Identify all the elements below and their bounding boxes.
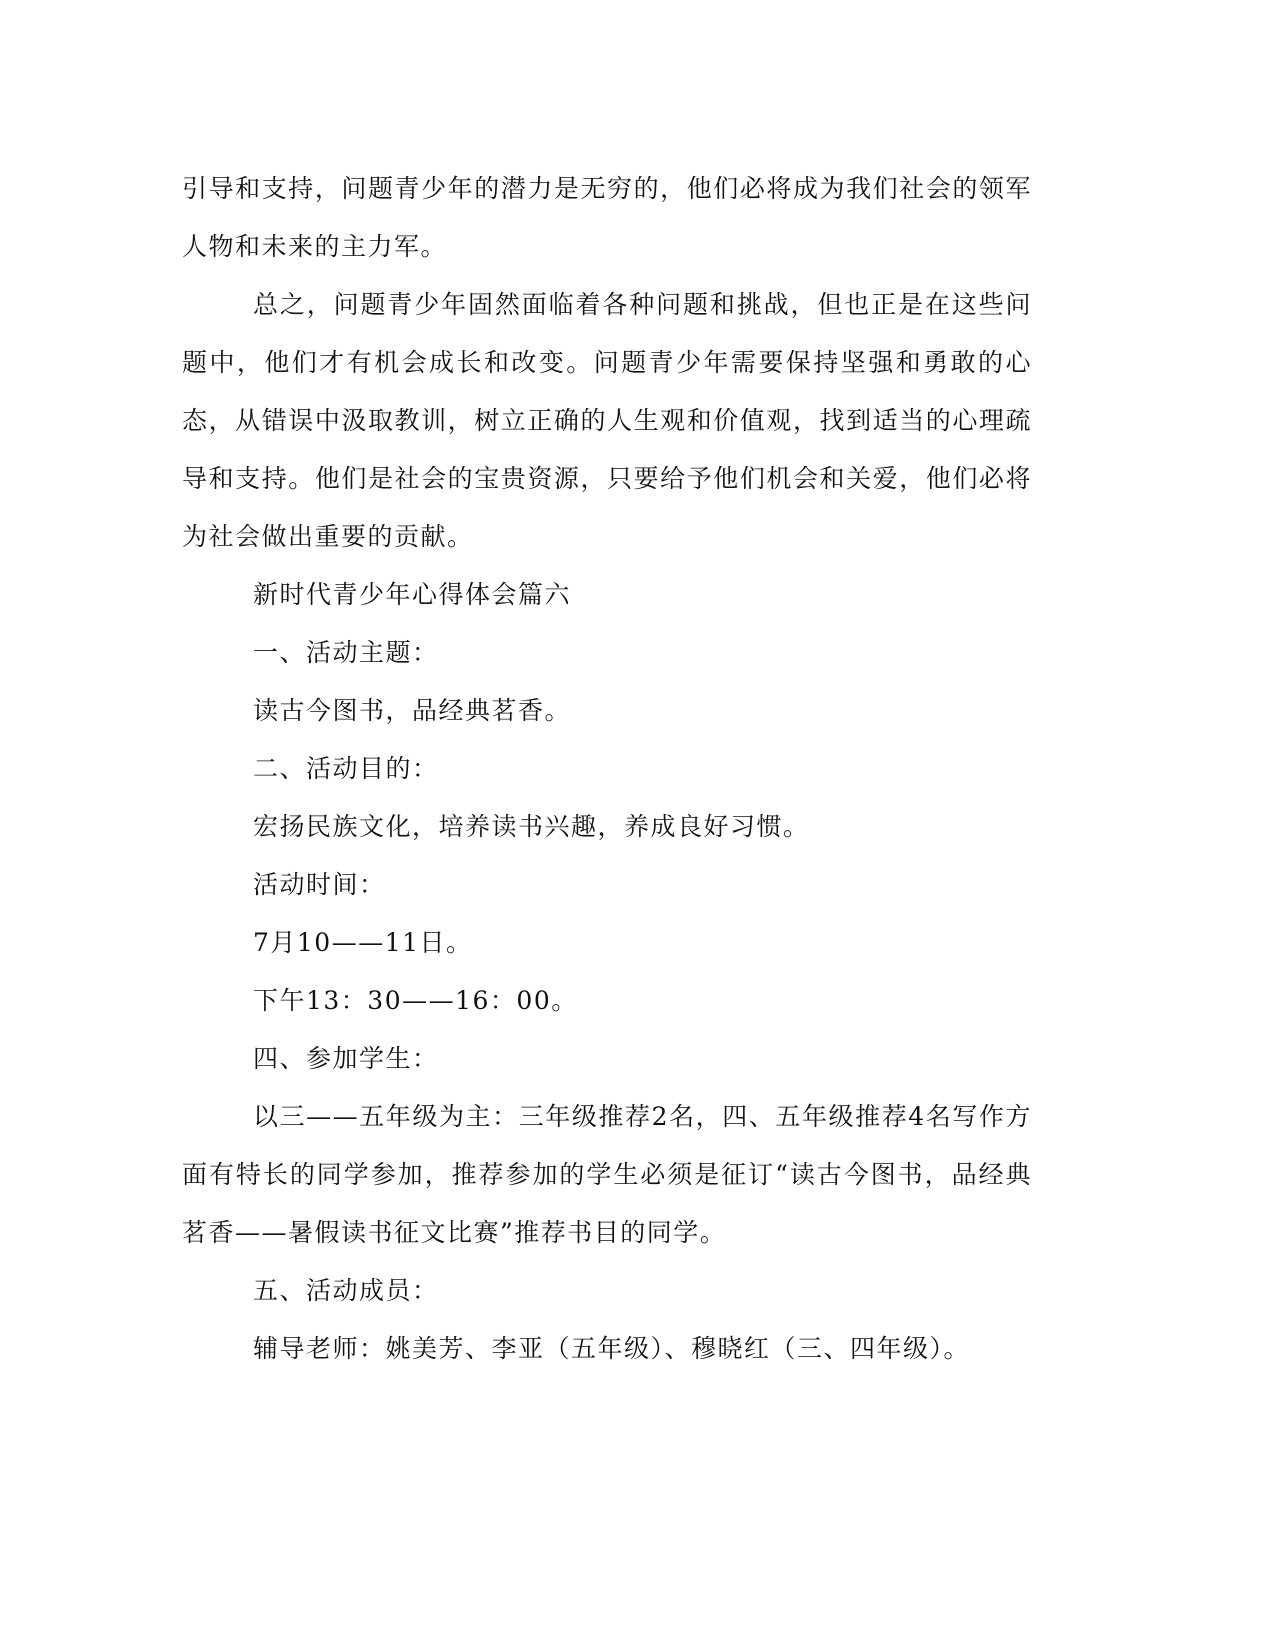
activity-theme-text: 读古今图书，品经典茗香。 (253, 696, 572, 725)
activity-theme-heading: 一、活动主题： (253, 638, 439, 667)
paragraph-summary: 总之，问题青少年固然面临着各种问题和挑战，但也正是在这些问题中，他们才有机会成长和改变。问题青少年需要保持坚强和勇敢的心态，从错误中汲取教训，树立正确的人生观和价值观，找到适当的心理疏导和支持。他们是社会的宝贵资源，只要给予他们机会和关爱，他们必将为社会做出重要的贡献。 (182, 290, 1032, 551)
paragraph-continuation: 引导和支持，问题青少年的潜力是无穷的，他们必将成为我们社会的领军人物和未来的主力军。 (182, 174, 1032, 261)
activity-date-text: 7月10——11日。 (253, 928, 473, 957)
document-body (182, 160, 1032, 1378)
members-text: 辅导老师：姚美芳、李亚（五年级）、穆晓红（三、四年级）。 (253, 1334, 971, 1363)
participants-text: 以三——五年级为主：三年级推荐2名，四、五年级推荐4名写作方面有特长的同学参加，推荐参加的学生必须是征订“读古今图书，品经典茗香——暑假读书征文比赛”推荐书目的同学。 (182, 1102, 1032, 1247)
activity-hours-text: 下午13：30——16：00。 (253, 986, 578, 1015)
section-title: 新时代青少年心得体会篇六 (253, 580, 572, 609)
activity-purpose-heading: 二、活动目的： (253, 754, 439, 783)
participants-heading: 四、参加学生： (253, 1044, 439, 1073)
members-heading: 五、活动成员： (253, 1276, 439, 1305)
activity-time-heading: 活动时间： (253, 870, 386, 899)
activity-purpose-text: 宏扬民族文化，培养读书兴趣，养成良好习惯。 (253, 812, 810, 841)
